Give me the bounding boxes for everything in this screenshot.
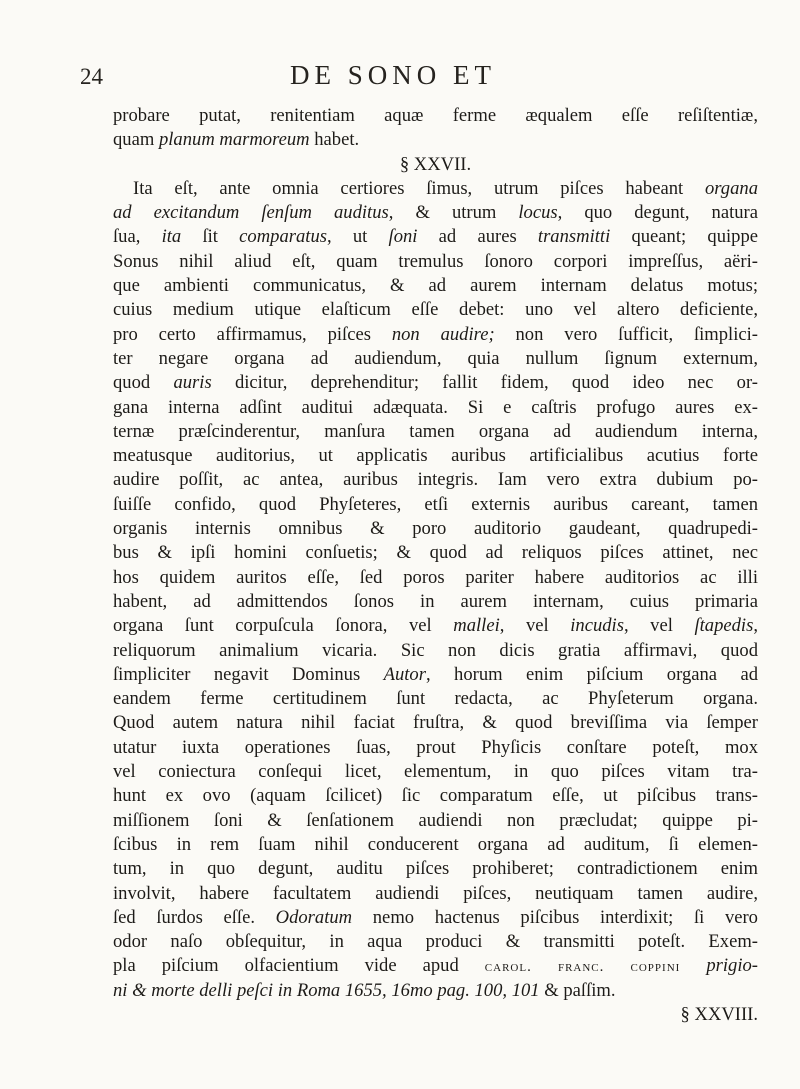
text-segment: ſua, bbox=[113, 226, 162, 248]
text-segment: cuius medium utique elaſticum eſſe debet: uno vel altero deficiente, bbox=[113, 299, 758, 321]
text-segment: Quod autem natura nihil faciat fruſtra, & quod breviſſima via ſemper bbox=[113, 712, 758, 734]
text-line bbox=[113, 736, 758, 760]
italic-segment: ita bbox=[161, 226, 182, 248]
text-segment: hos quidem auritos eſſe, ſed poros pariter habere auditorios ac illi bbox=[113, 566, 758, 588]
text-line bbox=[113, 760, 758, 784]
text-line bbox=[113, 687, 758, 711]
italic-segment: ſtapedis bbox=[694, 615, 754, 637]
text-line bbox=[113, 566, 758, 590]
italic-segment: non audire; bbox=[391, 323, 495, 345]
text-segment: hunt ex ovo (aquam ſcilicet) ſic comparatum eſſe, ut piſcibus trans- bbox=[113, 785, 758, 807]
text-segment: probare putat, renitentiam aquæ ferme æqualem eſſe reſiſtentiæ, bbox=[113, 105, 758, 126]
text-line bbox=[113, 857, 758, 881]
page-header bbox=[0, 60, 800, 100]
text-segment: que ambienti communicatus, & ad aurem internam delatus motus; bbox=[113, 275, 758, 297]
text-line bbox=[113, 954, 758, 978]
text-segment: ad aures bbox=[417, 226, 538, 248]
italic-segment: Autor bbox=[383, 663, 426, 685]
text-line bbox=[113, 979, 758, 1003]
text-segment: meatusque auditorius, ut applicatis auribus artificialibus acutius forte bbox=[113, 445, 758, 467]
text-segment: , & utrum bbox=[388, 202, 519, 224]
text-segment: ter negare organa ad audiendum, quia nullum ſignum externum, bbox=[113, 347, 758, 369]
text-segment: ſimpliciter negavit Dominus bbox=[113, 663, 384, 685]
text-segment: Ita eſt, ante omnia certiores ſimus, utrum piſces habeant bbox=[133, 177, 705, 199]
text-line bbox=[113, 128, 758, 152]
text-segment: pla piſcium olfacientium vide apud bbox=[113, 955, 485, 977]
text-segment: utatur iuxta operationes ſuas, prout Phyſicis conſtare poteſt, mox bbox=[113, 736, 758, 758]
text-segment: , vel bbox=[623, 615, 695, 637]
text-line bbox=[113, 468, 758, 492]
text-segment: & paſſim. bbox=[539, 979, 616, 1001]
text-segment: ſuiſſe confido, quod Phyſeteres, etſi externis auribus careant, tamen bbox=[113, 493, 758, 515]
italic-segment: ſoni bbox=[388, 226, 418, 248]
text-line bbox=[113, 639, 758, 663]
text-segment: odor naſo obſequitur, in aqua produci & transmitti poteſt. Exem- bbox=[113, 931, 758, 953]
text-segment: organis internis omnibus & poro auditorio gaudeant, quadrupedi- bbox=[113, 518, 758, 540]
italic-segment: incudis bbox=[570, 615, 624, 637]
text-line bbox=[113, 784, 758, 808]
text-segment: ſit bbox=[181, 226, 240, 248]
text-line bbox=[113, 396, 758, 420]
text-segment: quod bbox=[113, 372, 174, 394]
italic-segment: Odoratum bbox=[275, 906, 353, 928]
text-line bbox=[113, 444, 758, 468]
text-segment: , vel bbox=[499, 615, 571, 637]
text-segment: nemo hactenus piſcibus interdixit; ſi vero bbox=[352, 906, 758, 928]
italic-segment: organa bbox=[704, 177, 758, 199]
text-line bbox=[113, 930, 758, 954]
text-line bbox=[113, 225, 758, 249]
running-head: DE SONO ET bbox=[290, 60, 496, 90]
text-segment: involvit, habere facultatem audiendi piſces, neutiquam tamen audire, bbox=[113, 882, 758, 904]
italic-segment: prigio- bbox=[706, 955, 758, 977]
text-line bbox=[113, 153, 758, 177]
text-segment bbox=[680, 955, 706, 976]
page-number: 24 bbox=[80, 64, 103, 89]
text-segment: eandem ferme certitudinem ſunt redacta, ac Phyſeterum organa. bbox=[113, 688, 758, 710]
text-line bbox=[113, 493, 758, 517]
text-line bbox=[113, 541, 758, 565]
text-segment: ſcibus in rem ſuam nihil conducerent organa ad auditum, ſi elemen- bbox=[113, 833, 758, 855]
text-line bbox=[113, 347, 758, 371]
text-line bbox=[113, 663, 758, 687]
text-segment: miſſionem ſoni & ſenſationem audiendi non præcludat; quippe pi- bbox=[113, 809, 758, 831]
text-segment: tum, in quo degunt, auditu piſces prohiberet; contradictionem enim bbox=[113, 858, 758, 880]
text-segment: , horum enim piſcium organa ad bbox=[425, 663, 759, 685]
text-line bbox=[113, 323, 758, 347]
text-segment: , bbox=[753, 615, 758, 637]
italic-segment: comparatus bbox=[239, 226, 327, 248]
text-line bbox=[113, 104, 758, 128]
italic-segment: ad excitandum ſenſum auditus bbox=[113, 202, 389, 224]
text-segment: ternæ præſcinderentur, manſura tamen organa ad audiendum interna, bbox=[113, 420, 758, 442]
text-line bbox=[113, 201, 758, 225]
text-segment: Sonus nihil aliud eſt, quam tremulus ſonoro corpori impreſſus, aëri- bbox=[113, 250, 758, 272]
small-caps-segment: carol. franc. coppini bbox=[484, 959, 681, 976]
body-text bbox=[113, 104, 758, 1027]
text-segment: reliquorum animalium vicaria. Sic non dicis gratia affirmavi, quod bbox=[113, 639, 758, 661]
text-line bbox=[113, 809, 758, 833]
text-line bbox=[113, 371, 758, 395]
text-segment: bus & ipſi homini conſuetis; & quod ad reliquos piſces attinet, nec bbox=[113, 542, 758, 564]
text-line bbox=[113, 250, 758, 274]
text-line bbox=[113, 614, 758, 638]
italic-segment: ni & morte delli peſci in Roma 1655, 16mo pag. 100, 101 bbox=[113, 979, 540, 1001]
text-segment: non vero ſufficit, ſimplici- bbox=[494, 323, 758, 345]
text-line bbox=[113, 298, 758, 322]
italic-segment: mallei bbox=[453, 615, 500, 637]
text-segment: organa ſunt corpuſcula ſonora, vel bbox=[113, 615, 454, 637]
text-line bbox=[113, 420, 758, 444]
text-segment: dicitur, deprehenditur; fallit fidem, quod ideo nec or- bbox=[211, 372, 758, 394]
text-segment: gana interna adſint auditui adæquata. Si e caſtris profugo aures ex- bbox=[113, 396, 758, 418]
italic-segment: locus bbox=[518, 202, 558, 224]
text-segment: pro certo affirmamus, piſces bbox=[113, 323, 392, 345]
text-segment: § XXVIII. bbox=[680, 1003, 758, 1025]
text-segment: , ut bbox=[326, 226, 389, 248]
text-line bbox=[113, 517, 758, 541]
text-segment: vel coniectura conſequi licet, elementum, in quo piſces vitam tra- bbox=[113, 761, 758, 783]
text-line bbox=[113, 590, 758, 614]
text-segment: habent, ad admittendos ſonos in aurem internam, cuius primaria bbox=[113, 590, 758, 612]
italic-segment: auris bbox=[173, 372, 212, 394]
text-segment: audire poſſit, ac antea, auribus integris. Iam vero extra dubium po- bbox=[113, 469, 758, 491]
text-segment: , quo degunt, natura bbox=[557, 202, 758, 224]
text-segment: queant; quippe bbox=[610, 226, 758, 248]
text-line bbox=[113, 177, 758, 201]
text-segment: ſed ſurdos eſſe. bbox=[113, 906, 276, 928]
text-line bbox=[113, 274, 758, 298]
italic-segment: transmitti bbox=[537, 226, 611, 248]
text-line bbox=[113, 1003, 758, 1027]
text-segment: habet. bbox=[309, 129, 360, 151]
italic-segment: planum marmoreum bbox=[158, 129, 310, 151]
text-line bbox=[113, 711, 758, 735]
text-segment: quam bbox=[113, 129, 159, 151]
text-line bbox=[113, 833, 758, 857]
text-segment: § XXVII. bbox=[399, 153, 472, 175]
text-line bbox=[113, 906, 758, 930]
text-line bbox=[113, 882, 758, 906]
